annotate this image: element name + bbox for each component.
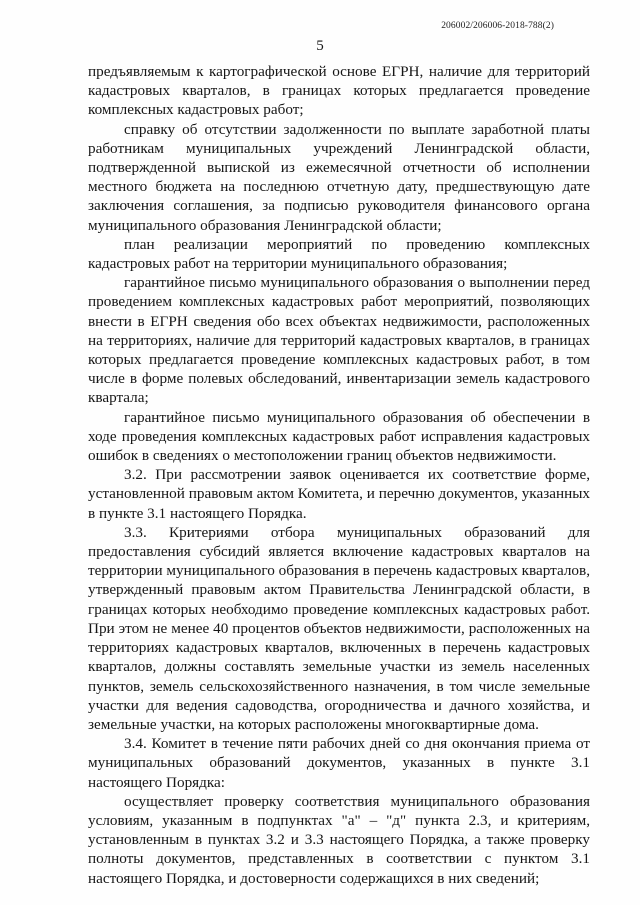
paragraph-guarantee-letter-2: гарантийное письмо муниципального образования об обеспечении в ходе проведения комплексных кадастровых работ исправления кадастровых ошибок в сведениях о местоположении границ объектов недвижимости. <box>88 408 590 465</box>
page-number: 5 <box>316 38 324 54</box>
paragraph-3-2: 3.2. При рассмотрении заявок оценивается их соответствие форме, установленной правовым актом Комитета, и перечню документов, указанных в пункте 3.1 настоящего Порядка. <box>88 466 590 522</box>
paragraph-continuation: предъявляемым к картографической основе ЕГРН, наличие для территорий кадастровых кварталов, в границах которых предлагается проведение комплексных кадастровых работ; <box>88 63 590 119</box>
document-body <box>88 62 590 888</box>
document-number: 206002/206006-2018-788(2) <box>441 21 554 31</box>
paragraph-3-3: 3.3. Критериями отбора муниципальных образований для предоставления субсидий является включение кадастровых кварталов на территории муниципального образования в перечень кадастровых кварталов, утвержденный правовым актом Правительства Ленинградской области, в границах которых необходимо проведение комплексных кадастровых работ. При этом не менее 40 процентов объектов недвижимости, расположенных на территориях кадастровых кварталов, включенных в перечень кадастровых кварталов, должны составлять земельные участки из земель населенных пунктов, земель сельскохозяйственного назначения, в том числе земельные участки для ведения садоводства, огородничества и дачного хозяйства, и земельные участки, на которых расположены многоквартирные дома. <box>88 523 590 733</box>
paragraph-verification: осуществляет проверку соответствия муниципального образования условиям, указанным в подпунктах "а" – "д" пункта 2.3, и критериям, установленным в пунктах 3.2 и 3.3 настоящего Порядка, а также проверку полноты документов, представленных в соответствии с пунктом 3.1 настоящего Порядка, и достоверности содержащихся в них сведений; <box>88 792 590 887</box>
paragraph-3-4: 3.4. Комитет в течение пяти рабочих дней со дня окончания приема от муниципальных образований документов, указанных в пункте 3.1 настоящего Порядка: <box>88 735 590 791</box>
paragraph-implementation-plan: план реализации мероприятий по проведению комплексных кадастровых работ на территории муниципального образования; <box>88 235 590 273</box>
paragraph-guarantee-letter-1: гарантийное письмо муниципального образования о выполнении перед проведением комплексных кадастровых работ мероприятий, позволяющих внести в ЕГРН сведения обо всех объектах недвижимости, расположенных на территориях, наличие для территорий кадастровых кварталов, в границах которых предлагается проведение комплексных кадастровых работ, в том числе в форме полевых обследований, инвентаризации земель кадастрового квартала; <box>88 274 590 407</box>
paragraph-salary-certificate: справку об отсутствии задолженности по выплате заработной платы работникам муниципальных учреждений Ленинградской области, подтвержденной выпиской из ежемесячной отчетности об исполнении местного бюджета на последнюю отчетную дату, предшествующую дате заключения соглашения, за подписью руководителя финансового органа муниципального образования Ленинградской области; <box>88 120 590 234</box>
